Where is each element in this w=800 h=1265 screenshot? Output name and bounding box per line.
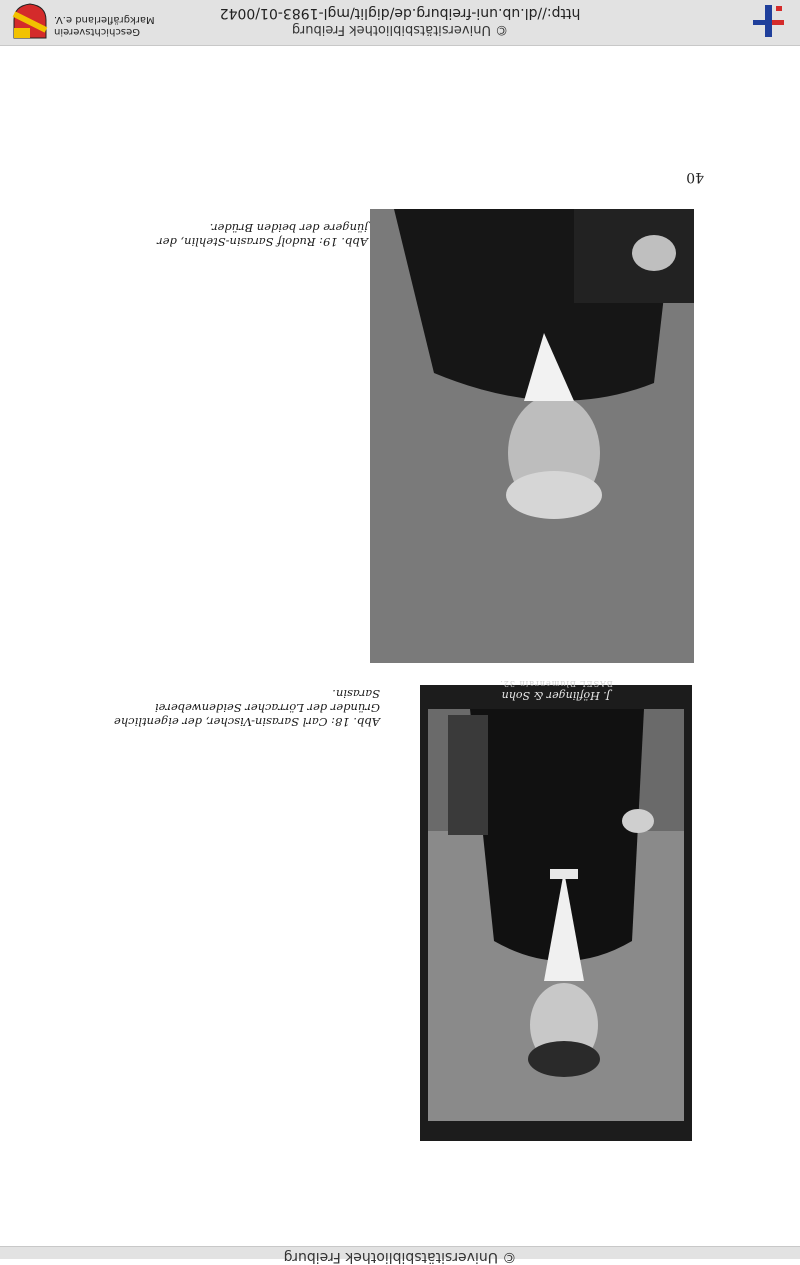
copyright-notice: © Universitätsbibliothek Freiburg <box>291 22 509 37</box>
society-line2: Markgräflerland e.V. <box>54 14 155 25</box>
portrait-figure <box>428 709 684 1121</box>
studio-mark: J. Höflinger & Sohn <box>501 689 611 702</box>
permalink-url[interactable]: http://dl.ub.uni-freiburg.de/diglit/mgl-1983-01/0042 <box>219 5 581 21</box>
caption-abb-19: Abb. 19: Rudolf Sarasin-Stehlin, der jüngere der beiden Brüder. <box>157 221 368 249</box>
portrait-rudolf-sarasin <box>370 209 694 663</box>
photo-abb-18 <box>420 679 692 1141</box>
studio-address: BASEL Blumenrain 32. <box>499 679 613 688</box>
society-coat-of-arms-icon[interactable] <box>10 2 50 42</box>
photo-abb-19 <box>370 209 694 663</box>
viewer-top-bar <box>0 1246 800 1265</box>
society-line1: Geschichtsverein <box>54 26 140 37</box>
portrait-carl-sarasin <box>428 709 684 1121</box>
caption-abb-18: Abb. 18: Carl Sarasin-Vischer, der eigentliche Gründer der Lörracher Seidenweberei Sarasin. <box>114 687 380 729</box>
copyright-top: © Universitätsbibliothek Freiburg <box>283 1249 517 1265</box>
page-number: 40 <box>686 169 704 185</box>
society-name <box>54 13 172 37</box>
